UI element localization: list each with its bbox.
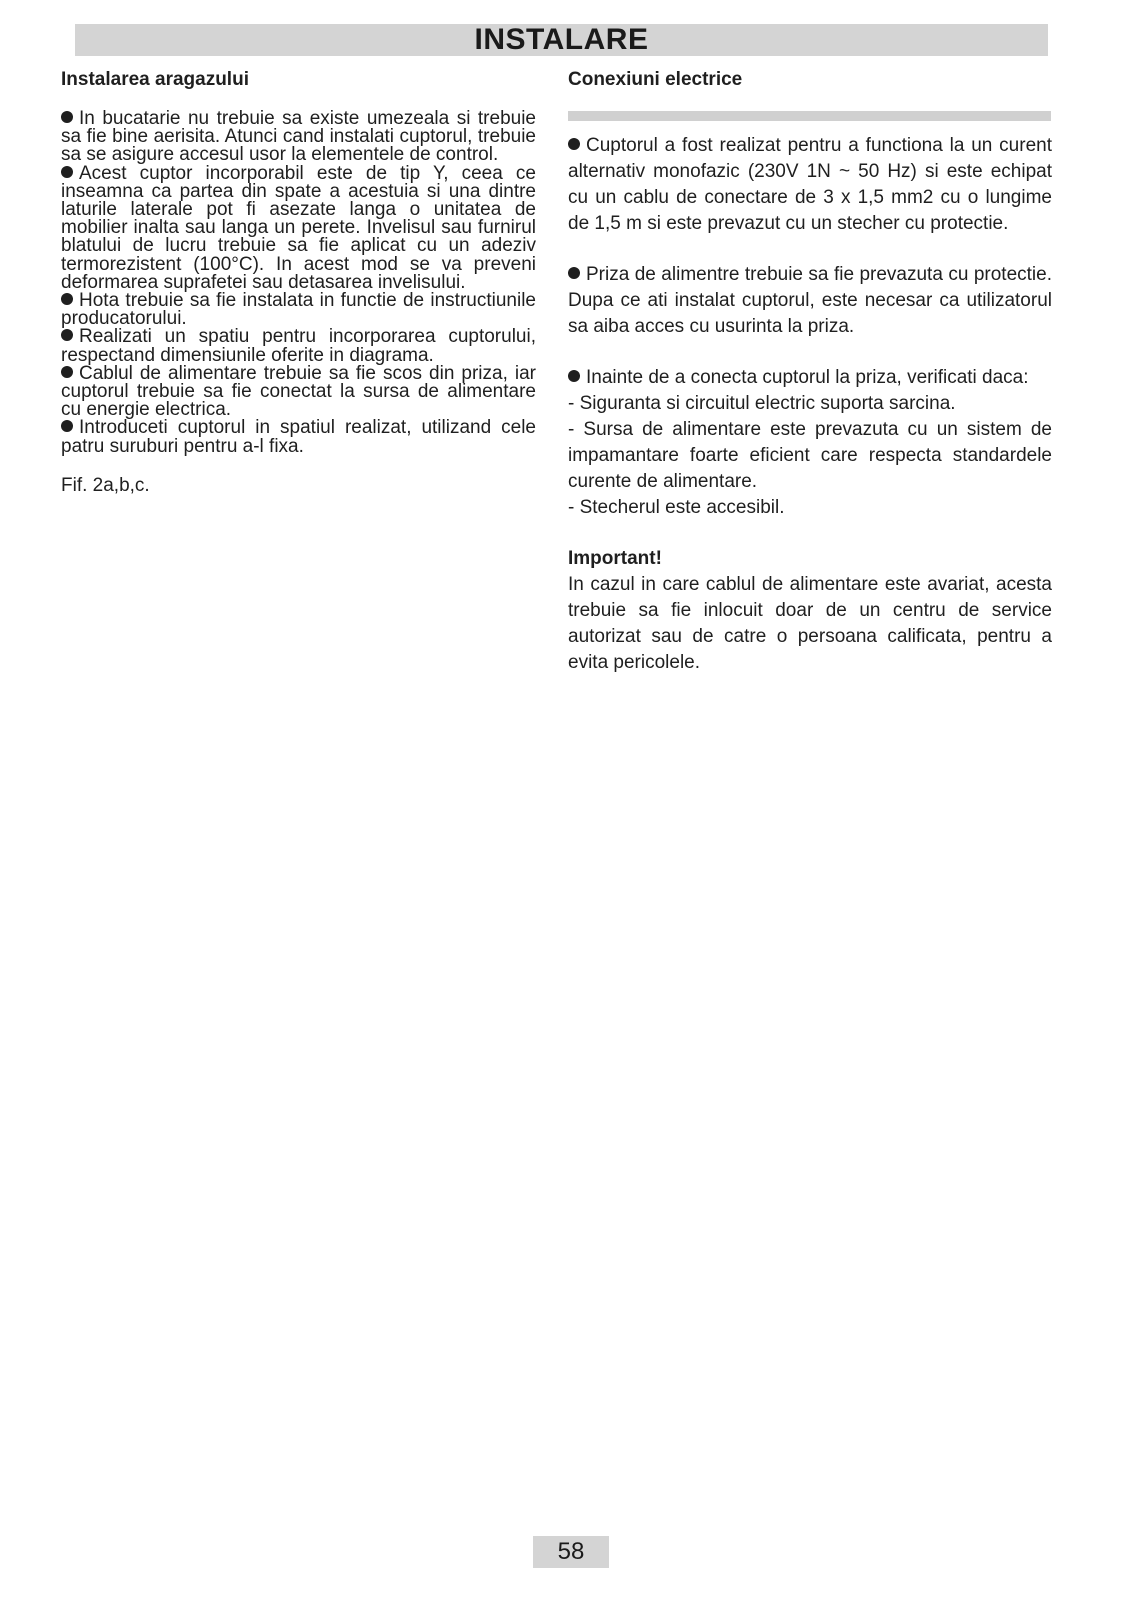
list-item: Inainte de a conecta cuptorul la priza, verificati daca: [568, 365, 1052, 391]
list-item: In bucatarie nu trebuie sa existe umezeala si trebuie sa fie bine aerisita. Atunci cand instalati cuptorul, trebuie sa se asigure accesul usor la elementele de control. [61, 108, 536, 166]
figure-reference: Fif. 2a,b,c. [61, 474, 150, 496]
bullet-icon [61, 420, 73, 432]
list-item: Cablul de alimentare trebuie sa fie scos din priza, iar cuptorul trebuie sa fie conectat la sursa de alimentare cu energie electrica. [61, 362, 536, 421]
check-item: - Sursa de alimentare este prevazuta cu un sistem de impamantare foarte eficient care respecta standardele curente de alimentare. [568, 419, 1052, 492]
bullet-icon [568, 267, 580, 279]
bullet-icon [61, 329, 73, 341]
list-item: Hota trebuie sa fie instalata in functie de instructiunile producatorului. [61, 290, 536, 330]
section-title-bar [75, 24, 1048, 56]
section-divider [568, 111, 1051, 121]
check-item: - Stecherul este accesibil. [568, 497, 785, 518]
page-number: 58 [533, 1536, 609, 1568]
important-label: Important! [568, 548, 662, 569]
right-body [568, 133, 1052, 676]
list-item: Realizati un spatiu pentru incorporarea cuptorului, respectand dimensiunile oferite in diagrama. [61, 326, 536, 366]
important-text: In cazul in care cablul de alimentare este avariat, acesta trebuie sa fie inlocuit doar de un centru de service autorizat sau de catre o persoana calificata, pentru a evita pericolele. [568, 574, 1052, 673]
check-item: - Siguranta si circuitul electric suporta sarcina. [568, 393, 956, 414]
right-heading: Conexiuni electrice [568, 69, 743, 90]
list-item: Priza de alimentre trebuie sa fie prevazuta cu protectie. Dupa ce ati instalat cuptorul, este necesar ca utilizatorul sa aiba acces cu usurinta la priza. [568, 264, 1052, 337]
bullet-icon [61, 166, 73, 178]
left-column [61, 68, 536, 498]
list-item: Cuptorul a fost realizat pentru a functiona la un curent alternativ monofazic (230V 1N ~ 50 Hz) si este echipat cu un cablu de conectare de 3 x 1,5 mm2 cu o lungime de 1,5 m si este prevazut cu un stecher cu protectie. [568, 135, 1052, 234]
list-item: Introduceti cuptorul in spatiul realizat, utilizand cele patru suruburi pentru a-l fixa. [61, 417, 536, 457]
bullet-icon [61, 293, 73, 305]
right-column [568, 68, 1052, 676]
bullet-icon [568, 138, 580, 150]
list-item: Acest cuptor incorporabil este de tip Y, ceea ce inseamna ca partea din spate a acestuia si una dintre laturile laterale pot fi asezate langa o unitatea de mobilier inalta sau langa un perete. Invelisul sau furnirul blatului de lucru trebuie sa fie aplicat cu un adeziv termorezistent (100°C). In acest mod se va preveni deformarea suprafetei sau detasarea invelisului. [61, 162, 536, 293]
page-title: INSTALARE [474, 23, 649, 56]
bullet-icon [61, 111, 73, 123]
left-heading: Instalarea aragazului [61, 69, 249, 90]
left-body [61, 110, 536, 456]
bullet-icon [61, 366, 73, 378]
bullet-icon [568, 370, 580, 382]
